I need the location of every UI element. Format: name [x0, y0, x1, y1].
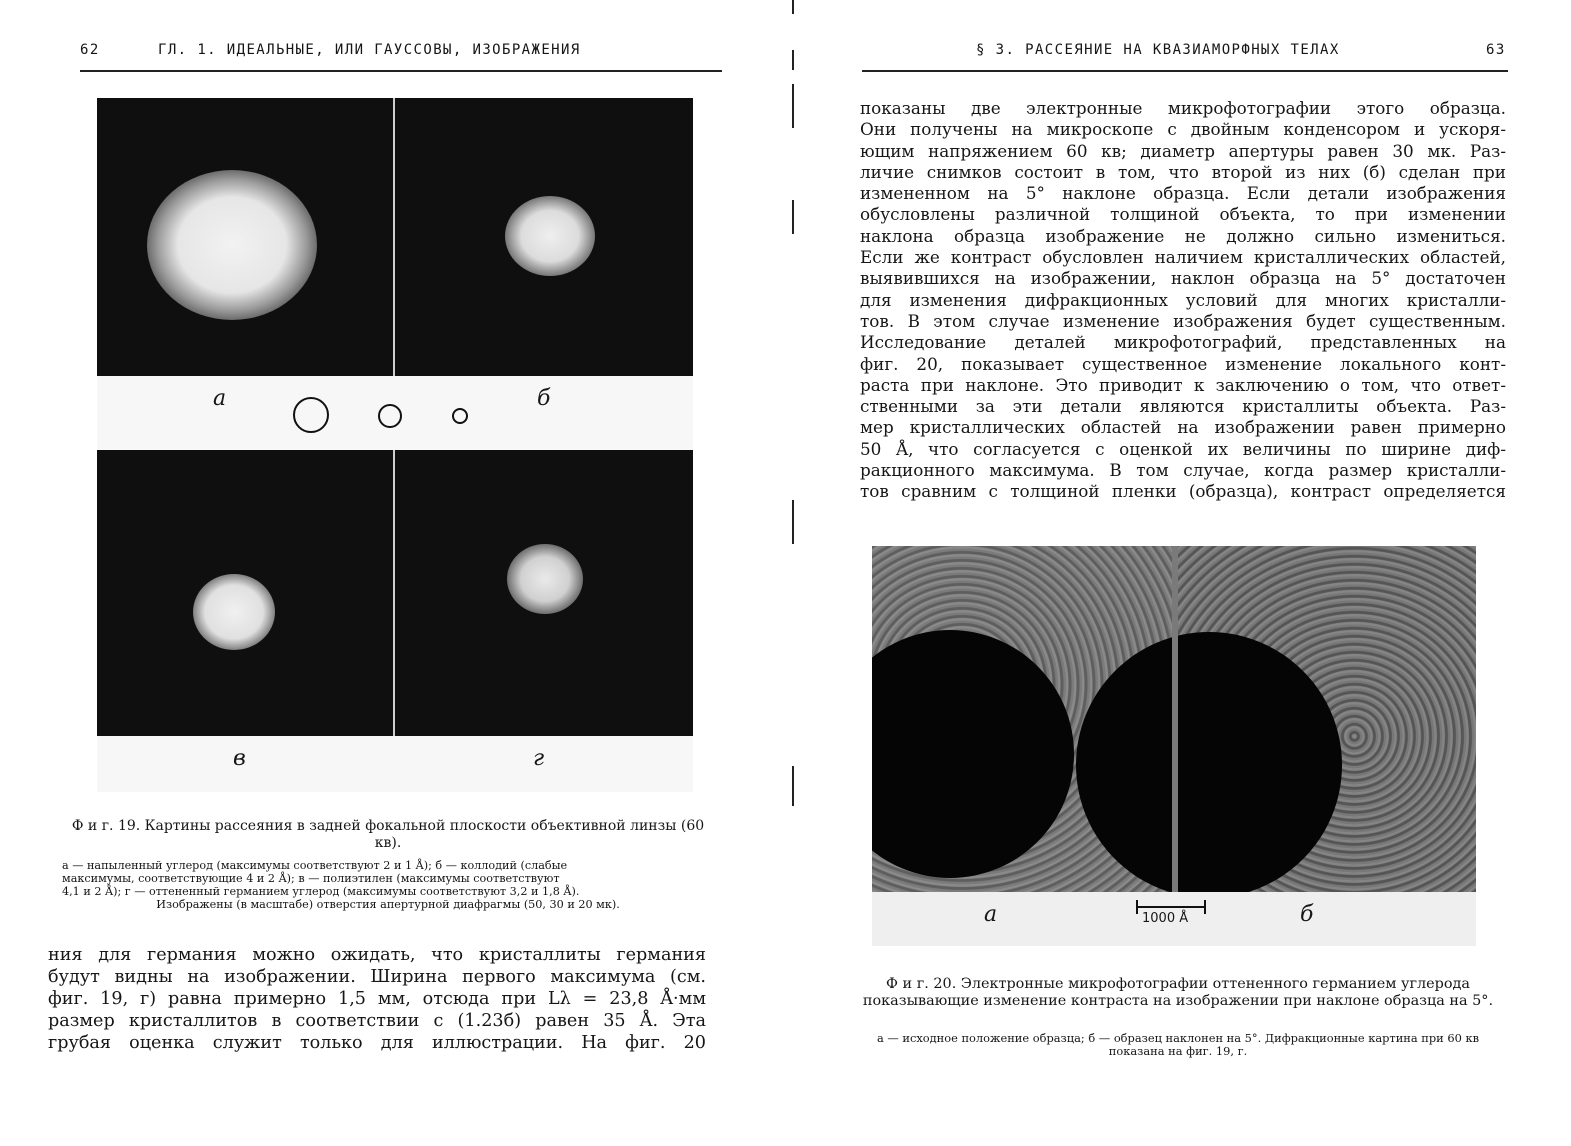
text-line: ракционного максимума. В том случае, когда размер кристалли-	[860, 460, 1506, 481]
text-line: обусловлены различной толщиной объекта, то при изменении	[860, 204, 1506, 225]
shadow-disk-a	[872, 630, 1074, 878]
scale-bar-tick	[1204, 900, 1206, 914]
scale-bar-tick	[1136, 900, 1138, 914]
scale-bar-label: 1000 Å	[1142, 911, 1189, 926]
text-line: Они получены на микроскопе с двойным конденсором и ускоря-	[860, 119, 1506, 140]
legend-line: 4,1 и 2 Å); г — оттененный германием углерод (максимумы соответствуют 3,2 и 1,8 Å).	[62, 885, 580, 898]
aperture-circle-medium	[378, 404, 402, 428]
panel-label-a: а	[213, 386, 227, 411]
panel-label-b: б	[1300, 902, 1314, 927]
figure-19-caption: Ф и г. 19. Картины рассеяния в задней фокальной плоскости объективной линзы (60 кв).	[71, 818, 705, 851]
panel-label-g: г	[533, 746, 545, 771]
header-rule	[862, 70, 1508, 72]
text-line: для изменения дифракционных условий для многих кристалли-	[860, 289, 1506, 310]
text-line: мер кристаллических областей на изображении равен примерно	[860, 417, 1506, 438]
diffraction-spot-b	[505, 196, 595, 276]
text-line: ния для германия можно ожидать, что кристаллиты германия	[48, 945, 706, 965]
panel-edge	[1172, 546, 1178, 892]
text-line: ющим напряжением 60 кв; диаметр апертуры равен 30 мк. Раз-	[860, 140, 1506, 161]
right-page	[786, 0, 1571, 1146]
diffraction-spot-a	[147, 170, 317, 320]
shadow-disk-b	[1076, 632, 1342, 898]
text-line: будут видны на изображении. Ширина первого максимума (см.	[48, 967, 706, 987]
text-line: выявившихся на изображении, наклон образца на 5° достаточен	[860, 268, 1506, 289]
text-line: Если же контраст обусловлен наличием кристаллических областей,	[860, 247, 1506, 268]
text-line: 50 Å, что согласуется с оценкой их величины по ширине диф-	[860, 438, 1506, 459]
panel-label-v: в	[233, 746, 246, 771]
panel-divider	[393, 98, 395, 376]
left-page	[0, 0, 785, 1146]
running-head: ГЛ. 1. ИДЕАЛЬНЫЕ, ИЛИ ГАУССОВЫ, ИЗОБРАЖЕНИЯ	[158, 42, 581, 58]
text-line: тов. В этом случае изменение изображения будет существенным.	[860, 310, 1506, 331]
aperture-circle-large	[293, 397, 329, 433]
text-line: тов сравним с толщиной пленки (образца), контраст определяется	[860, 481, 1506, 502]
aperture-circle-small	[452, 408, 468, 424]
figure-19-label-band	[97, 376, 693, 450]
diffraction-spot-v	[193, 574, 275, 650]
legend-line: а — напыленный углерод (максимумы соответствуют 2 и 1 Å); б — коллодий (слабые	[62, 859, 568, 872]
text-line: грубая оценка служит только для иллюстрации. На фиг. 20	[48, 1033, 706, 1053]
left-body-text	[48, 944, 706, 1054]
legend-line: Изображены (в масштабе) отверстия апертурной диафрагмы (50, 30 и 20 мк).	[156, 898, 620, 911]
micrograph-b	[1172, 546, 1476, 892]
figure-19-bottom-band	[97, 736, 693, 792]
text-line: личие снимков состоит в том, что второй из них (б) сделан при	[860, 161, 1506, 182]
figure-20-label-band	[872, 892, 1476, 946]
text-line: показаны две электронные микрофотографии этого образца.	[860, 98, 1506, 118]
figure-19-legend	[62, 859, 714, 911]
figure-20-caption: Ф и г. 20. Электронные микрофотографии оттененного германием углерода показывающие изменение контраста на изображении при наклоне образца на 5°.	[862, 976, 1494, 1009]
text-line: фиг. 20, показывает существенное изменение локального конт-	[860, 353, 1506, 374]
panel-divider	[393, 450, 395, 736]
text-line: измененном на 5° наклоне образца. Если детали изображения	[860, 183, 1506, 204]
text-line: фиг. 19, г) равна примерно 1,5 мм, отсюда при Lλ = 23,8 Å·мм	[48, 989, 706, 1009]
legend-line: максимумы, соответствующие 4 и 2 Å); в — полиэтилен (максимумы соответствуют	[62, 872, 560, 885]
figure-20-legend: а — исходное положение образца; б — образец наклонен на 5°. Дифракционные картина при 60 кв показана на фиг. 19, г.	[876, 1031, 1480, 1058]
scale-bar	[1136, 906, 1206, 908]
text-line: Исследование деталей микрофотографий, представленных на	[860, 332, 1506, 353]
text-line: размер кристаллитов в соответствии с (1.23б) равен 35 Å. Эта	[48, 1011, 706, 1031]
header-rule	[80, 70, 722, 72]
running-head: § 3. РАССЕЯНИЕ НА КВАЗИАМОРФНЫХ ТЕЛАХ	[976, 42, 1340, 58]
diffraction-spot-g	[507, 544, 583, 614]
text-line: ственными за эти детали являются кристаллиты объекта. Раз-	[860, 396, 1506, 417]
text-line: раста при наклоне. Это приводит к заключению о том, что ответ-	[860, 374, 1506, 395]
panel-label-b: б	[537, 386, 551, 411]
page-number: 62	[80, 42, 100, 58]
figure-20-photo	[872, 546, 1476, 946]
page-number: 63	[1486, 42, 1506, 58]
text-line: наклона образца изображение не должно сильно измениться.	[860, 225, 1506, 246]
right-body-text	[860, 98, 1506, 503]
figure-19-plate	[97, 98, 693, 792]
panel-label-a: а	[984, 902, 998, 927]
